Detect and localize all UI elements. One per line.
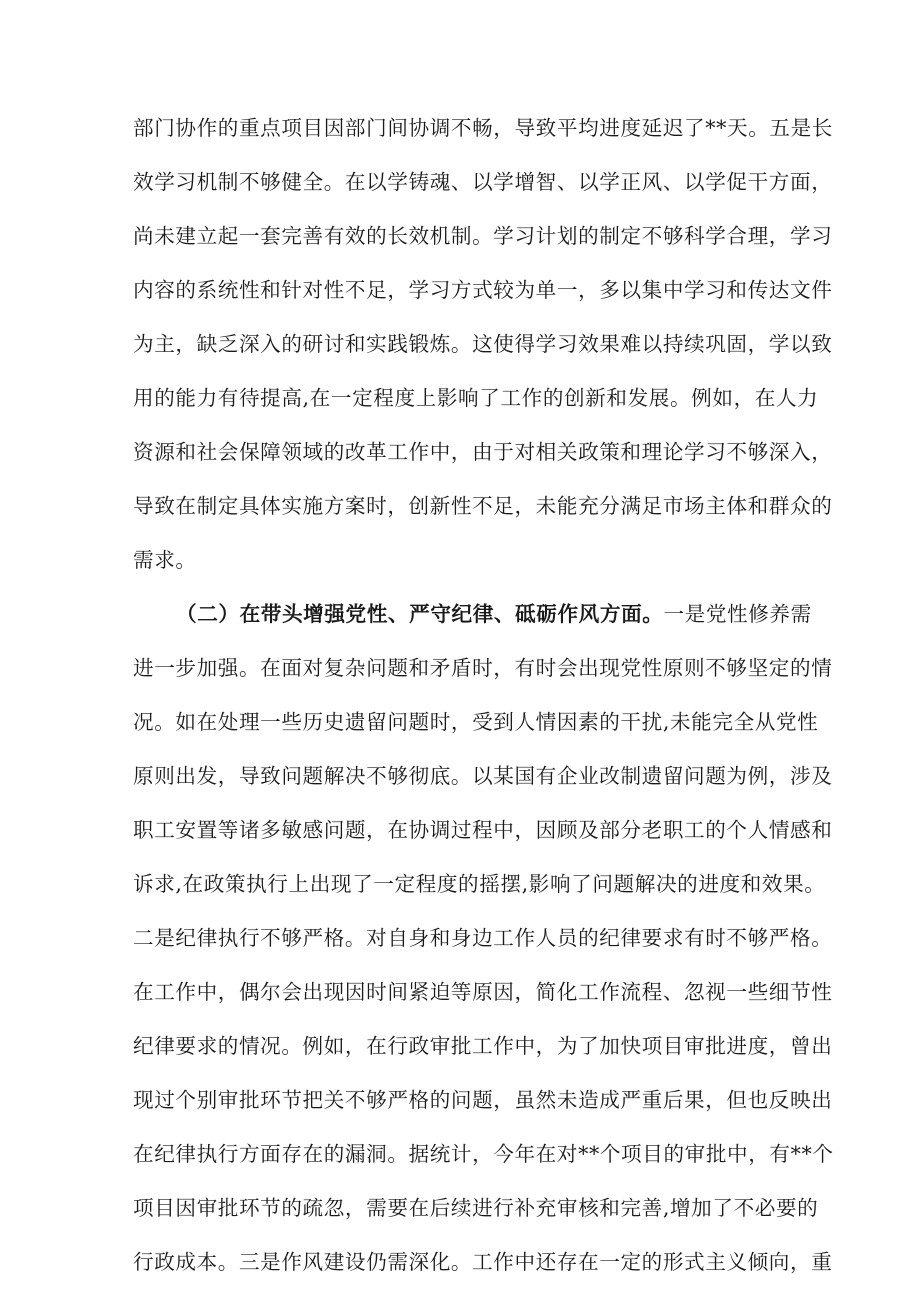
text-line: 项目因审批环节的疏忽，需要在后续进行补充审核和完善,增加了不必要的: [133, 1196, 819, 1220]
section-heading: （二）在带头增强党性、严守纪律、砥砺作风方面。: [176, 602, 664, 626]
text-line: 在纪律执行方面存在的漏洞。据统计，今年在对**个项目的审批中，有**个: [133, 1142, 834, 1166]
text-line: 现过个别审批环节把关不够严格的问题，虽然未造成严重后果，但也反映出: [133, 1088, 833, 1112]
text-line: 进一步加强。在面对复杂问题和矛盾时，有时会出现党性原则不够坚定的情: [133, 656, 833, 680]
text-line: 导致在制定具体实施方案时，创新性不足，未能充分满足市场主体和群众的: [133, 494, 833, 518]
text-span: 一是党性修养需: [663, 602, 812, 626]
text-line: 部门协作的重点项目因部门间协调不畅，导致平均进度延迟了**天。五是长: [133, 116, 833, 140]
text-line: 二是纪律执行不够严格。对自身和身边工作人员的纪律要求有时不够严格。: [133, 926, 833, 950]
text-line: 况。如在处理一些历史遗留问题时，受到人情因素的干扰,未能完全从党性: [133, 710, 819, 734]
text-line: [176, 592, 812, 636]
text-line: 为主，缺乏深入的研讨和实践锻炼。这使得学习效果难以持续巩固，学以致: [133, 332, 833, 356]
text-line: 职工安置等诸多敏感问题，在协调过程中，因顾及部分老职工的个人情感和: [133, 818, 833, 842]
text-line: 内容的系统性和针对性不足，学习方式较为单一，多以集中学习和传达文件: [133, 278, 833, 302]
text-line: 原则出发，导致问题解决不够彻底。以某国有企业改制遗留问题为例，涉及: [133, 764, 833, 788]
text-line: 尚未建立起一套完善有效的长效机制。学习计划的制定不够科学合理，学习: [133, 224, 833, 248]
text-line: 在工作中，偶尔会出现因时间紧迫等原因，简化工作流程、忽视一些细节性: [133, 980, 833, 1004]
text-line: 效学习机制不够健全。在以学铸魂、以学增智、以学正风、以学促干方面，: [133, 170, 833, 194]
text-line: 纪律要求的情况。例如，在行政审批工作中，为了加快项目审批进度，曾出: [133, 1034, 833, 1058]
text-line: 行政成本。三是作风建设仍需深化。工作中还存在一定的形式主义倾向，重: [133, 1250, 833, 1274]
text-line: 资源和社会保障领域的改革工作中，由于对相关政策和理论学习不够深入，: [133, 440, 833, 464]
text-line: 诉求,在政策执行上出现了一定程度的摇摆,影响了问题解决的进度和效果。: [133, 872, 826, 896]
text-line: 用的能力有待提高,在一定程度上影响了工作的创新和发展。例如，在人力: [133, 386, 819, 410]
text-line: 需求。: [133, 548, 197, 572]
